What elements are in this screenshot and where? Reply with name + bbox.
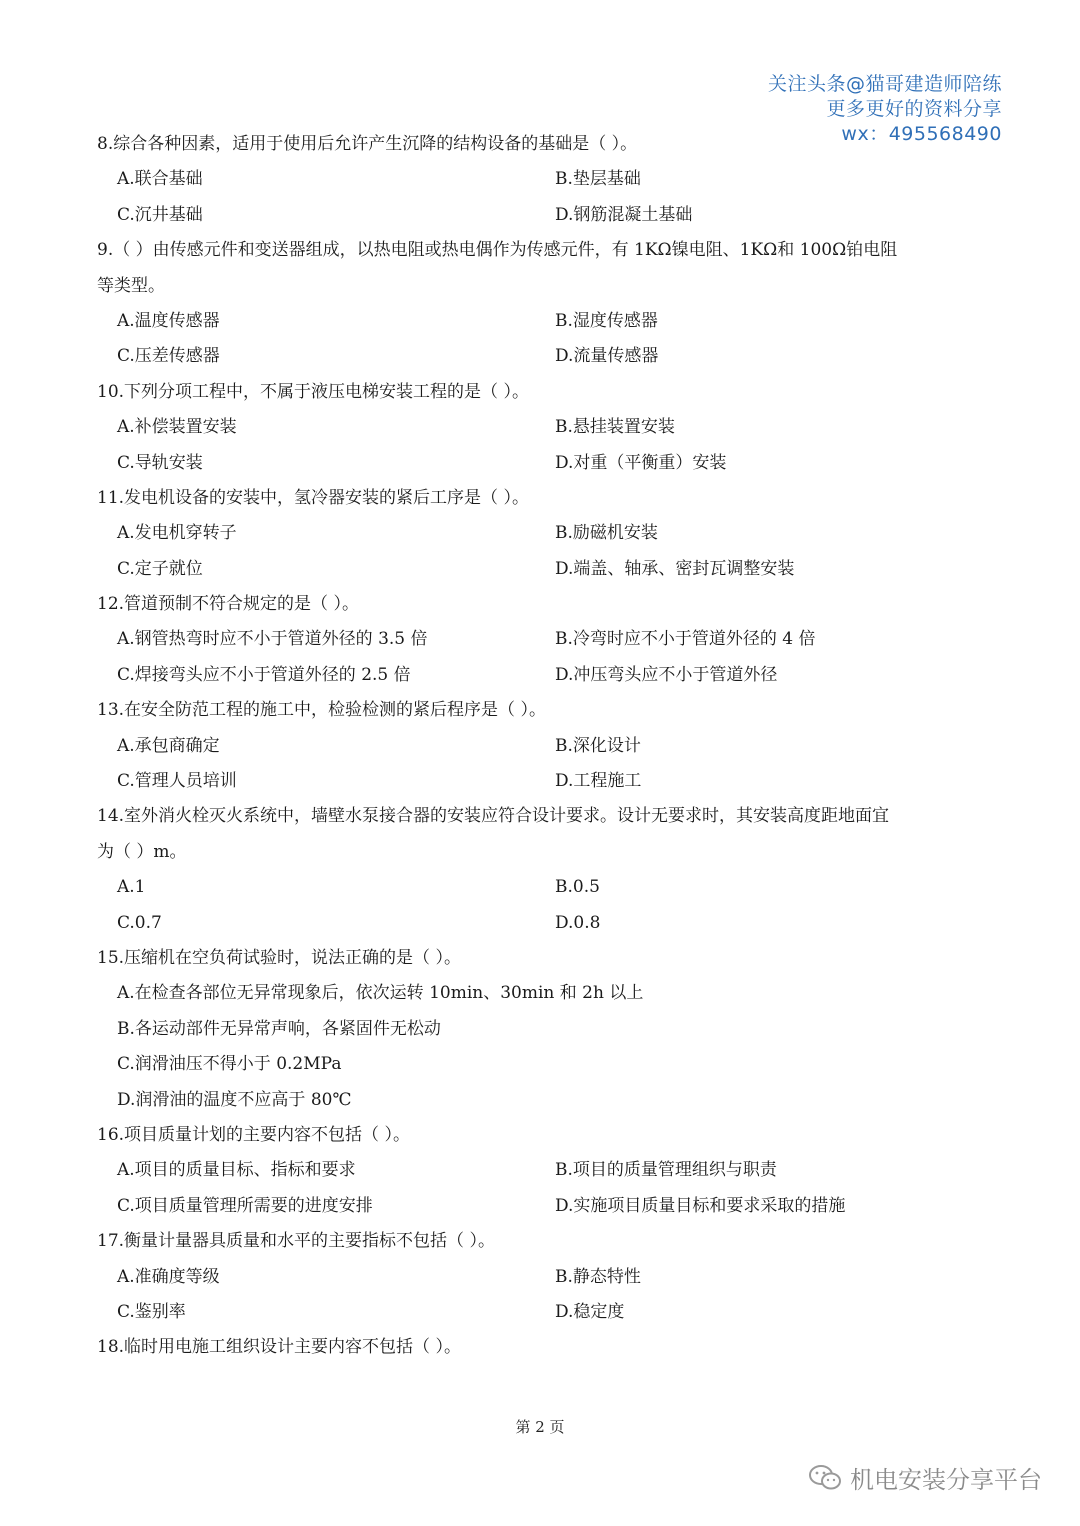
- wechat-icon: [808, 1464, 842, 1492]
- question-stem: 12.管道预制不符合规定的是（ ）。: [97, 594, 359, 615]
- option: B.垫层基础: [555, 169, 641, 190]
- option: D.对重（平衡重）安装: [555, 452, 727, 473]
- question-list: [97, 127, 987, 1366]
- option: D.钢筋混凝土基础: [555, 204, 693, 225]
- option-row: [97, 1295, 987, 1330]
- option: A.补偿装置安装: [117, 417, 237, 438]
- option: C.项目质量管理所需要的进度安排: [117, 1195, 373, 1216]
- option: D.冲压弯头应不小于管道外径: [555, 664, 778, 685]
- question-stem: 11.发电机设备的安装中，氢冷器安装的紧后工序是（ ）。: [97, 487, 529, 508]
- option-row: [97, 162, 987, 197]
- option-row: [97, 339, 987, 374]
- option: A.联合基础: [117, 169, 203, 190]
- question-stem: 8.综合各种因素，适用于使用后允许产生沉降的结构设备的基础是（ ）。: [97, 134, 638, 154]
- option: D.润滑油的温度不应高于 80℃: [117, 1089, 352, 1110]
- page-number: 第 2 页: [515, 1418, 565, 1436]
- option: B.0.5: [555, 877, 600, 898]
- option: C.焊接弯头应不小于管道外径的 2.5 倍: [117, 664, 411, 685]
- question-stem-continued: 等类型。: [97, 275, 165, 296]
- option: A.发电机穿转子: [117, 523, 237, 544]
- footer-brand: [808, 1460, 1042, 1495]
- option: C.润滑油压不得小于 0.2MPa: [117, 1054, 342, 1075]
- option: C.鉴别率: [117, 1301, 186, 1322]
- option-row: [97, 304, 987, 339]
- option-row: [97, 198, 987, 233]
- watermark-line-1: 关注头条@猫哥建造师陪练: [767, 73, 1002, 95]
- option: C.沉井基础: [117, 204, 203, 225]
- option: C.导轨安装: [117, 452, 203, 473]
- option: A.钢管热弯时应不小于管道外径的 3.5 倍: [117, 629, 428, 650]
- option: D.端盖、轴承、密封瓦调整安装: [555, 558, 795, 579]
- option: B.励磁机安装: [555, 523, 658, 544]
- option: B.湿度传感器: [555, 310, 658, 331]
- option-row: [97, 446, 987, 481]
- question-stem: 14.室外消火栓灭火系统中，墙壁水泵接合器的安装应符合设计要求。设计无要求时，其安装高度距地面宜: [97, 806, 890, 827]
- option-row: [97, 729, 987, 764]
- question-stem: 17.衡量计量器具质量和水平的主要指标不包括（ ）。: [97, 1231, 495, 1252]
- option: C.管理人员培训: [117, 771, 237, 792]
- option-row: [97, 552, 987, 587]
- question-stem: 9.（ ）由传感元件和变送器组成，以热电阻或热电偶作为传感元件，有 1KΩ镍电阻、1KΩ和 100Ω铂电阻: [97, 240, 898, 261]
- option-row: [97, 1260, 987, 1295]
- option: A.承包商确定: [117, 735, 220, 756]
- question-stem: 15.压缩机在空负荷试验时，说法正确的是（ ）。: [97, 947, 461, 968]
- option-row: [97, 658, 987, 693]
- option: A.在检查各部位无异常现象后，依次运转 10min、30min 和 2h 以上: [117, 983, 644, 1004]
- option-row: [97, 906, 987, 941]
- option-row: [97, 622, 987, 657]
- option: B.静态特性: [555, 1266, 641, 1287]
- watermark-line-3: wx：495568490: [841, 123, 1002, 145]
- question-stem: 16.项目质量计划的主要内容不包括（ ）。: [97, 1124, 410, 1145]
- option: D.稳定度: [555, 1301, 625, 1322]
- option: C.定子就位: [117, 558, 203, 579]
- option: B.冷弯时应不小于管道外径的 4 倍: [555, 629, 816, 650]
- option-row: [97, 1189, 987, 1224]
- option: A.1: [117, 877, 146, 898]
- option: B.项目的质量管理组织与职责: [555, 1160, 777, 1181]
- option-row: [97, 870, 987, 905]
- question-stem-continued: 为（ ）m。: [97, 841, 187, 862]
- option: A.项目的质量目标、指标和要求: [117, 1160, 356, 1181]
- option-row: [97, 410, 987, 445]
- question-stem: 10.下列分项工程中，不属于液压电梯安装工程的是（ ）。: [97, 381, 529, 402]
- footer-brand-name: 机电安装分享平台: [850, 1466, 1042, 1494]
- watermark-line-2: 更多更好的资料分享: [826, 98, 1002, 120]
- option: A.准确度等级: [117, 1266, 220, 1287]
- option-row: [97, 764, 987, 799]
- option-row: [97, 516, 987, 551]
- option: D.实施项目质量目标和要求采取的措施: [555, 1195, 846, 1216]
- option: D.工程施工: [555, 771, 642, 792]
- option: B.深化设计: [555, 735, 641, 756]
- option-row: [97, 1153, 987, 1188]
- option: C.压差传感器: [117, 346, 220, 367]
- option: D.流量传感器: [555, 346, 659, 367]
- option: B.悬挂装置安装: [555, 417, 675, 438]
- question-stem: 18.临时用电施工组织设计主要内容不包括（ ）。: [97, 1337, 461, 1358]
- option: D.0.8: [555, 912, 601, 933]
- question-stem: 13.在安全防范工程的施工中，检验检测的紧后程序是（ ）。: [97, 700, 546, 721]
- option: A.温度传感器: [117, 310, 220, 331]
- option: C.0.7: [117, 912, 162, 933]
- option: B.各运动部件无异常声响，各紧固件无松动: [117, 1018, 441, 1039]
